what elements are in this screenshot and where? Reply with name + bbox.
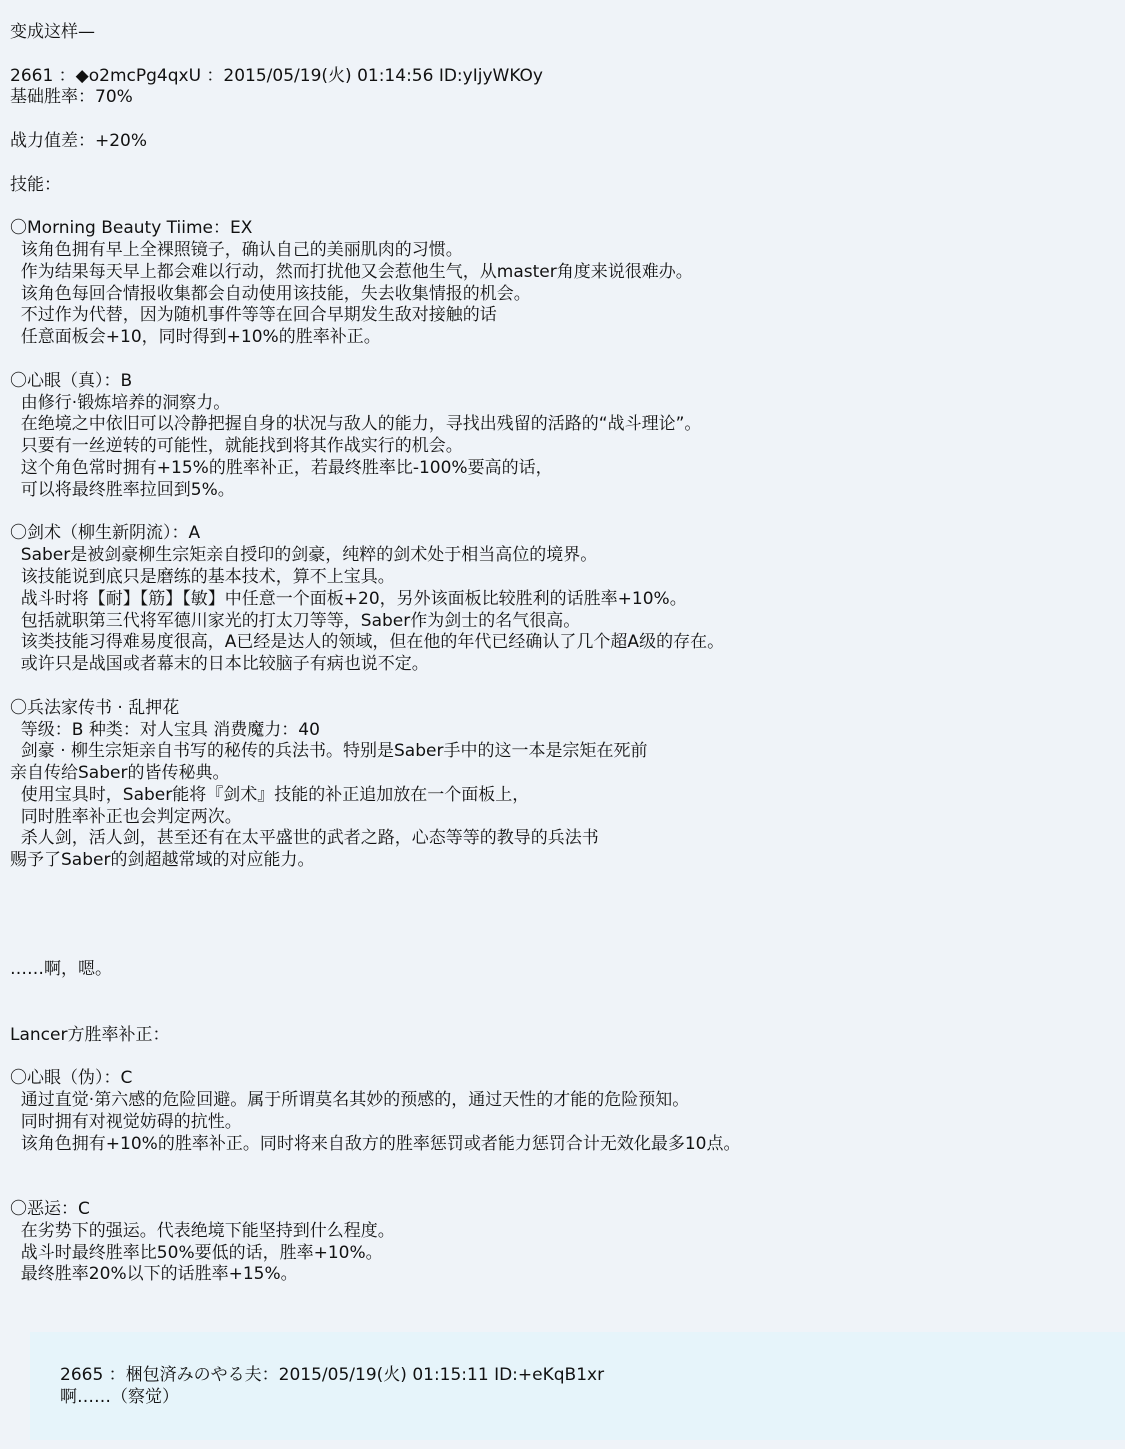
text-line: 战力值差：+20% <box>10 130 148 151</box>
blank-line <box>10 937 1115 959</box>
blank-line <box>10 349 1115 371</box>
text-line: 亲自传给Saber的皆传秘典。 <box>10 763 230 784</box>
blank-line <box>10 44 1115 66</box>
blank-line <box>10 1003 1115 1025</box>
text-line: 最终胜率20%以下的话胜率+15%。 <box>10 1264 298 1285</box>
text-line: 〇剑术（柳生新阴流）：A <box>10 523 201 544</box>
text-line: 可以将最终胜率拉回到5%。 <box>10 479 235 500</box>
text-line: 包括就职第三代将军德川家光的打太刀等等，Saber作为剑士的名气很高。 <box>10 610 581 631</box>
post-body <box>10 22 1115 1286</box>
blank-line <box>10 916 1115 938</box>
text-line: 使用宝具时，Saber能将『剑术』技能的补正追加放在一个面板上， <box>10 784 530 805</box>
text-line: 这个角色常时拥有+15%的胜率补正，若最终胜率比-100%要高的话， <box>10 457 553 478</box>
text-line: Saber是被剑豪柳生宗矩亲自授印的剑豪，纯粹的剑术处于相当高位的境界。 <box>10 545 598 566</box>
text-line: 2661 ：◆o2mcPg4qxU ：2015/05/19(火) 01:14:56 ID:yIjyWKOy <box>10 65 543 86</box>
text-line: 作为结果每天早上都会难以行动，然而打扰他又会惹他生气，从master角度来说很难办。 <box>10 261 693 282</box>
text-line: ……啊，嗯。 <box>10 959 112 980</box>
text-line: 〇Morning Beauty Tiime：EX <box>10 218 253 239</box>
text-line: 该技能说到底只是磨练的基本技术，算不上宝具。 <box>10 566 395 587</box>
text-line: 杀人剑，活人剑，甚至还有在太平盛世的武者之路，心态等等的教导的兵法书 <box>10 828 599 849</box>
text-line: 同时胜率补正也会判定两次。 <box>10 806 242 827</box>
reply-post <box>30 1332 1125 1440</box>
text-line: 该角色拥有+10%的胜率补正。同时将来自敌方的胜率惩罚或者能力惩罚合计无效化最多10点。 <box>10 1133 741 1154</box>
text-line: 剑豪 · 柳生宗矩亲自书写的秘传的兵法书。特别是Saber手中的这一本是宗矩在死前 <box>10 741 648 762</box>
reply-text: 啊……（察觉） <box>60 1387 179 1407</box>
text-line: 通过直觉·第六感的危险回避。属于所谓莫名其妙的预感的，通过天性的才能的危险预知。 <box>10 1090 690 1111</box>
blank-line <box>10 1155 1115 1177</box>
blank-line <box>10 1177 1115 1199</box>
text-line: 不过作为代替，因为随机事件等等在回合早期发生敌对接触的话 <box>10 305 497 326</box>
blank-line <box>10 981 1115 1003</box>
blank-line <box>10 894 1115 916</box>
blank-line <box>10 1046 1115 1068</box>
text-line: 由修行·锻炼培养的洞察力。 <box>10 392 231 413</box>
text-line: 〇恶运：C <box>10 1199 90 1220</box>
text-line: 同时拥有对视觉妨碍的抗性。 <box>10 1111 242 1132</box>
blank-line <box>10 196 1115 218</box>
text-line: 战斗时最终胜率比50%要低的话，胜率+10%。 <box>10 1242 383 1263</box>
text-line: 变成这样— <box>10 22 95 42</box>
blank-line <box>10 502 1115 524</box>
text-line: 在劣势下的强运。代表绝境下能坚持到什么程度。 <box>10 1220 395 1241</box>
text-line: 等级：B 种类：对人宝具 消费魔力：40 <box>10 719 320 740</box>
text-line: 任意面板会+10，同时得到+10%的胜率补正。 <box>10 327 381 348</box>
text-line: 〇兵法家传书 · 乱押花 <box>10 697 180 718</box>
blank-line <box>10 676 1115 698</box>
text-line: 在绝境之中依旧可以冷静把握自身的状况与敌人的能力，寻找出残留的活路的“战斗理论”。 <box>10 414 702 435</box>
blank-line <box>10 109 1115 131</box>
blank-line <box>10 153 1115 175</box>
text-line: 技能： <box>10 174 61 195</box>
text-line: 只要有一丝逆转的可能性，就能找到将其作战实行的机会。 <box>10 436 463 457</box>
blank-line <box>10 872 1115 894</box>
text-line: 该类技能习得难易度很高，A已经是达人的领域，但在他的年代已经确认了几个超A级的存在。 <box>10 632 725 653</box>
text-line: 该角色拥有早上全裸照镜子，确认自己的美丽肌肉的习惯。 <box>10 239 463 260</box>
reply-header: 2665 ：梱包済みのやる夫：2015/05/19(火) 01:15:11 ID:+eKqB1xr <box>60 1365 605 1385</box>
text-line: 战斗时将【耐】【筋】【敏】中任意一个面板+20，另外该面板比较胜利的话胜率+10%。 <box>10 588 687 609</box>
text-line: 〇心眼（真）：B <box>10 370 133 391</box>
text-line: 赐予了Saber的剑超越常域的对应能力。 <box>10 850 315 871</box>
text-line: 该角色每回合情报收集都会自动使用该技能，失去收集情报的机会。 <box>10 283 531 304</box>
text-line: 或许只是战国或者幕末的日本比较脑子有病也说不定。 <box>10 654 429 675</box>
text-line: 〇心眼（伪）：C <box>10 1068 133 1089</box>
text-line: 基础胜率：70% <box>10 87 133 108</box>
text-line: Lancer方胜率补正： <box>10 1024 170 1045</box>
